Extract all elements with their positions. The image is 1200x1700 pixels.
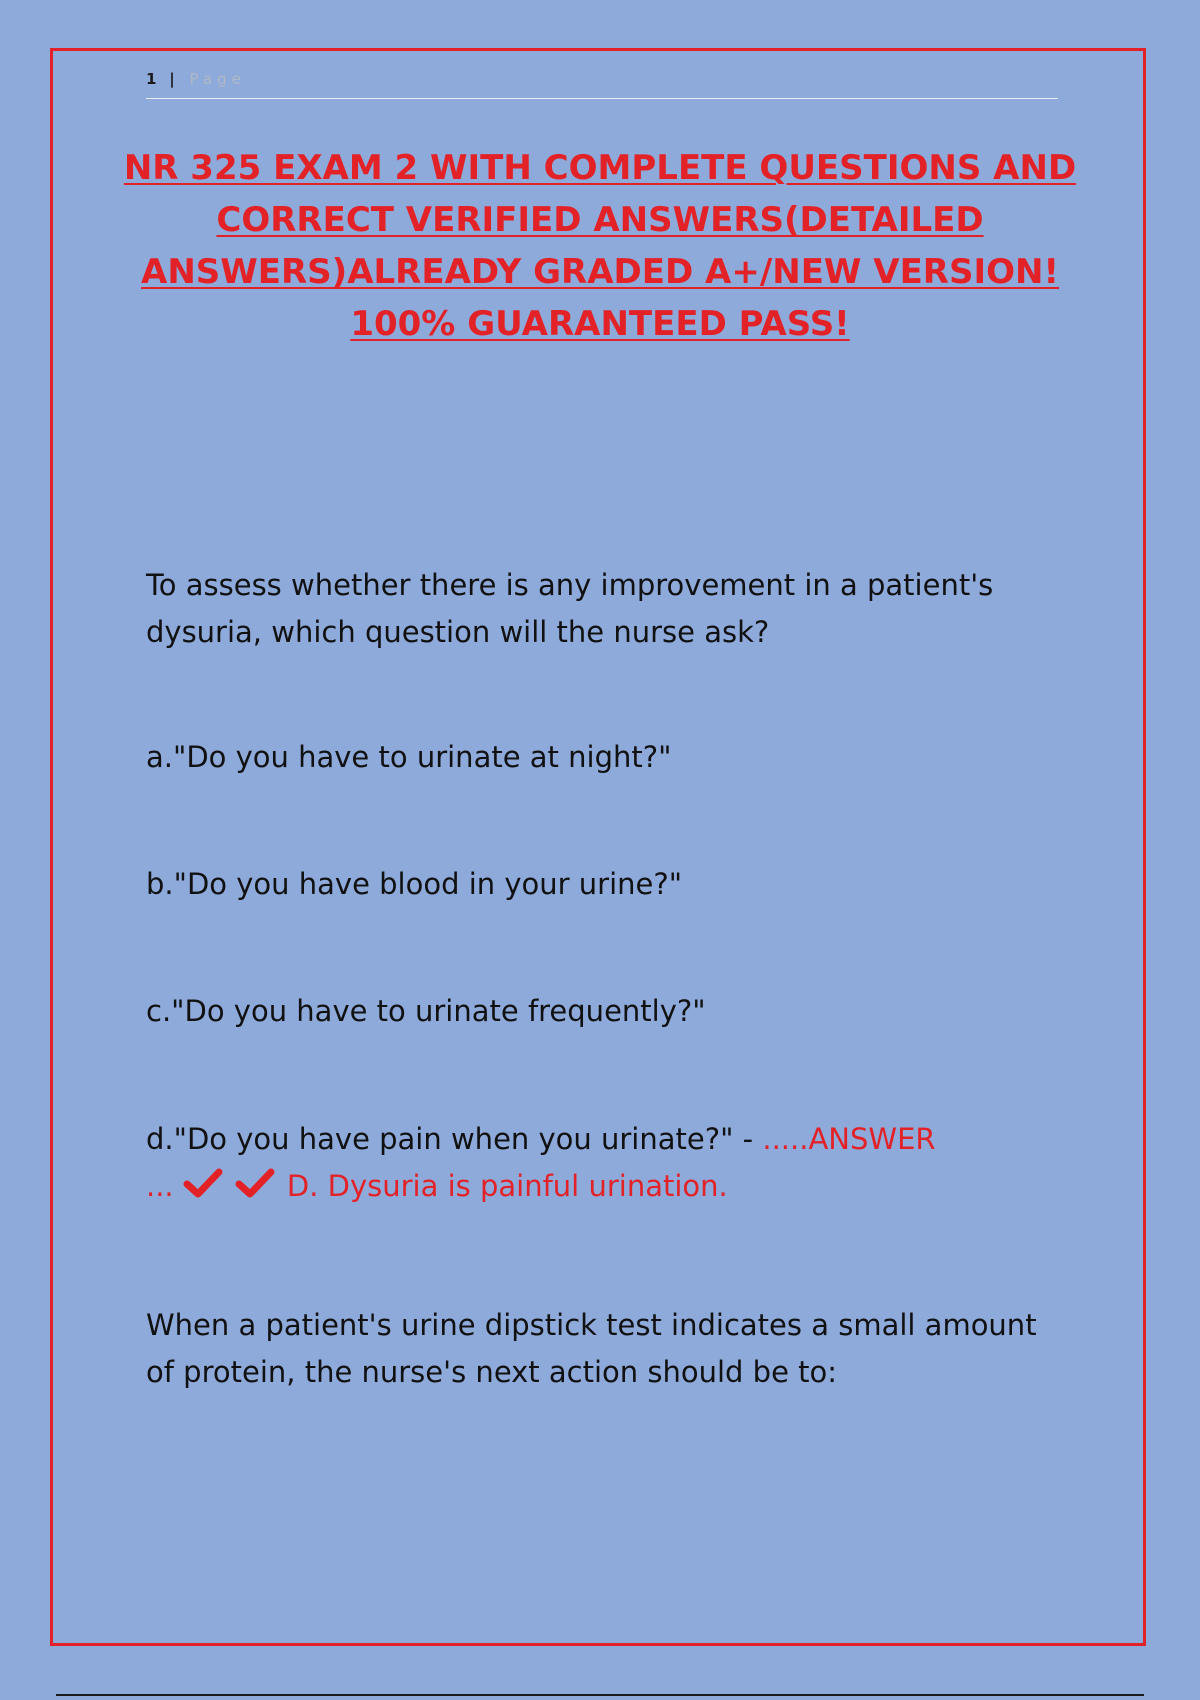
answer-marker: .....ANSWER (762, 1122, 936, 1156)
question-1-option-d-block (146, 1116, 1066, 1212)
question-2-text: When a patient's urine dipstick test indicates a small amount of protein, the nurse's next action should be to: (146, 1308, 1037, 1389)
page-number: 1 (146, 70, 160, 88)
answer-dots: ... (146, 1169, 174, 1203)
page-label: Page (189, 70, 246, 88)
page-separator: | (169, 70, 180, 88)
question-1-option-d: d."Do you have pain when you urinate?" - (146, 1122, 763, 1156)
check-mark-icon (183, 1165, 223, 1212)
question-1-text: To assess whether there is any improvement in a patient's dysuria, which question will the nurse ask? (146, 568, 994, 649)
document-title: NR 325 EXAM 2 WITH COMPLETE QUESTIONS AND CORRECT VERIFIED ANSWERS(DETAILED ANSWERS)ALREADY GRADED A+/NEW VERSION! 100% GUARANTEED PASS! (123, 148, 1077, 344)
answer-text: D. Dysuria is painful urination. (286, 1169, 728, 1203)
question-1-option-c: c."Do you have to urinate frequently?" (146, 994, 706, 1028)
question-1-option-a: a."Do you have to urinate at night?" (146, 740, 672, 774)
check-mark-icon (235, 1165, 275, 1212)
question-1-option-b: b."Do you have blood in your urine?" (146, 867, 683, 901)
page-header (146, 70, 1058, 99)
page-bottom-rule (56, 1694, 1144, 1696)
